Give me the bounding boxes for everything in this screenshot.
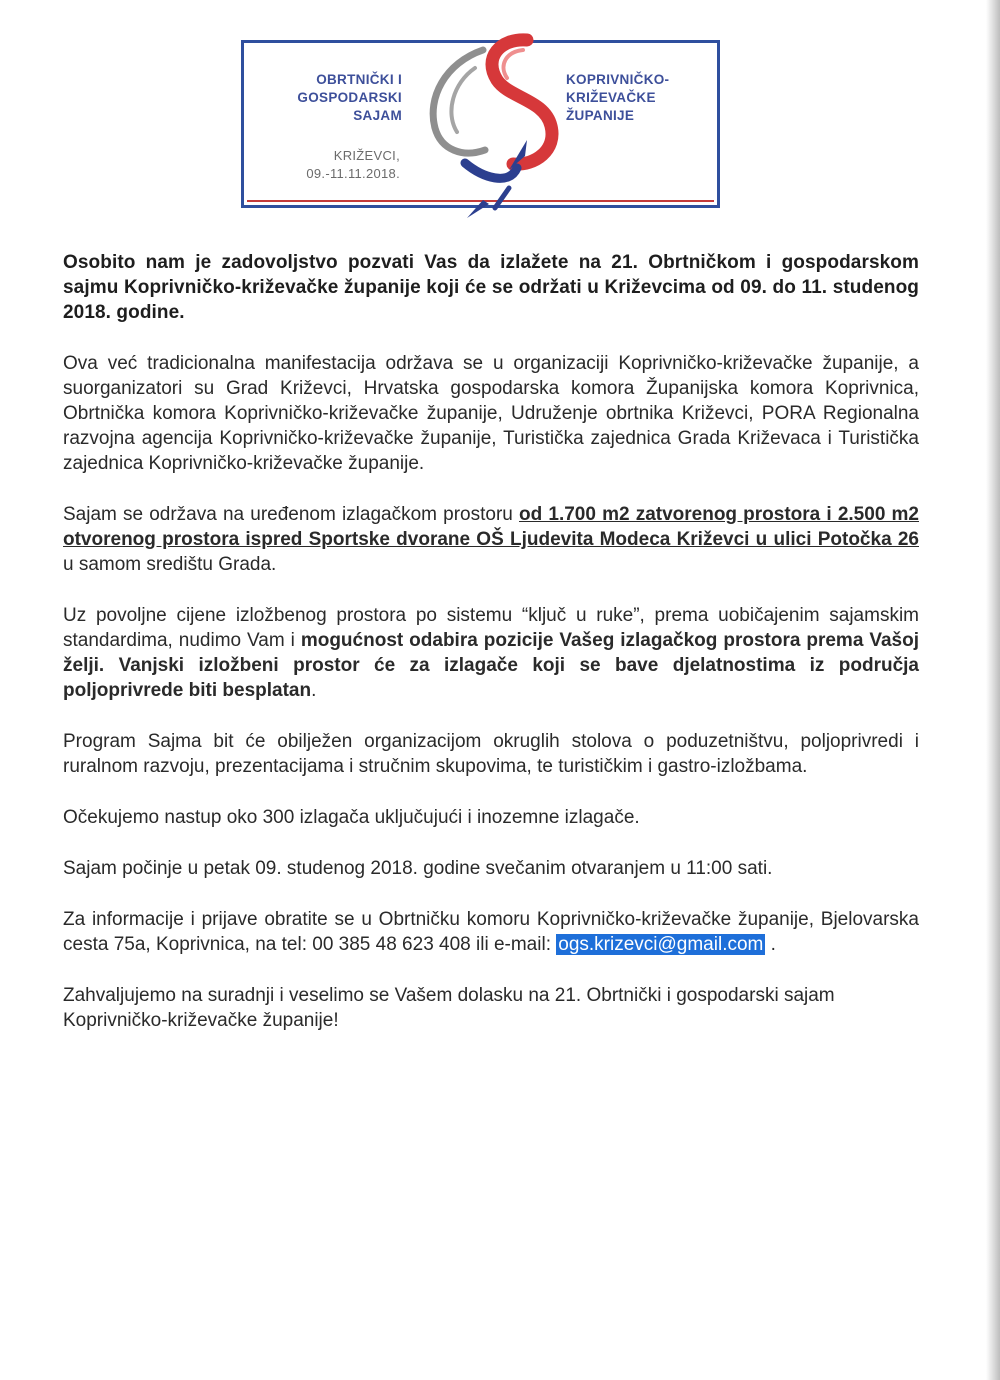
prices-paragraph: [63, 603, 919, 703]
banner-place: KRIŽEVCI,: [333, 148, 400, 163]
prices-highlight: mogućnost odabira pozicije Vašeg izlagačkog prostora prema Vašoj želji. Vanjski izložbeni prostor će za izlagače koji se bave djelatnostima iz područja poljoprivrede biti besplatan: [63, 630, 919, 701]
opening-paragraph: Sajam počinje u petak 09. studenog 2018. godine svečanim otvaranjem u 11:00 sati.: [63, 858, 773, 879]
contact-text: Za informacije i prijave obratite se u Obrtničku komoru Koprivničko-križevačke županije, Bjelovarska cesta 75a, Koprivnica, na tel: 00 385 48 623 408 ili e-mail:: [63, 909, 919, 955]
venue-highlight: od 1.700 m2 zatvorenog prostora i 2.500 m2 otvorenog prostora ispred Sportske dvorane OŠ Ljudevita Modeca Križevci u ulici Potočka 26: [63, 504, 919, 550]
venue-paragraph: [63, 502, 919, 577]
venue-text-end: u samom središtu Grada.: [63, 554, 277, 575]
contact-email-link[interactable]: ogs.krizevci@gmail.com: [558, 934, 764, 955]
banner-right-line: ŽUPANIJE: [566, 108, 635, 123]
invitation-letter: [63, 250, 919, 1033]
contact-paragraph: [63, 907, 919, 957]
program-paragraph: Program Sajma bit će obilježen organizacijom okruglih stolova o poduzetništvu, poljoprivredi i ruralnom razvoju, prezentacijama i stručnim skupovima, te turističkim i gastro-izložbama.: [63, 731, 919, 777]
closing-paragraph: Zahvaljujemo na suradnji i veselimo se Vašem dolasku na 21. Obrtnički i gospodarski sajam Koprivničko-križevačke županije!: [63, 985, 835, 1031]
banner-dates: 09.-11.11.2018.: [306, 166, 400, 181]
banner-place-date: [284, 147, 400, 183]
banner-left-line: SAJAM: [353, 108, 402, 123]
prices-text: Uz povoljne cijene izložbenog prostora po sistemu “ključ u ruke”, prema uobičajenim sajamskim standardima, nudimo Vam i: [63, 605, 919, 651]
lead-paragraph: Osobito nam je zadovoljstvo pozvati Vas da izlažete na 21. Obrtničkom i gospodarskom sajmu Koprivničko-križevačke županije koji će se održati u Križevcima od 09. do 11. studenog 2018. godine.: [63, 252, 919, 323]
banner-left-line: GOSPODARSKI: [297, 90, 402, 105]
venue-text: Sajam se održava na uređenom izlagačkom prostoru: [63, 504, 520, 525]
banner-title-left: [274, 71, 402, 125]
contact-text-end: .: [765, 934, 776, 955]
banner-right-line: KOPRIVNIČKO-: [566, 72, 670, 87]
banner-left-line: OBRTNIČKI I: [316, 72, 402, 87]
exhibitors-paragraph: Očekujemo nastup oko 300 izlagača uključujući i inozemne izlagače.: [63, 807, 640, 828]
banner-right-line: KRIŽEVAČKE: [566, 90, 656, 105]
prices-text-end: .: [311, 680, 317, 701]
scan-edge-shadow: [986, 0, 1000, 1380]
fair-logo-icon: [405, 28, 585, 223]
organizers-paragraph: Ova već tradicionalna manifestacija održava se u organizaciji Koprivničko-križevačke županije, a suorganizatori su Grad Križevci, Hrvatska gospodarska komora Županijska komora Koprivnica, Obrtnička komora Koprivničko-križevačke županije, Udruženje obrtnika Križevci, PORA Regionalna razvojna agencija Koprivničko-križevačke županije, Turistička zajednica Grada Križevaca i Turistička zajednica Koprivničko-križevačke županije.: [63, 353, 919, 474]
